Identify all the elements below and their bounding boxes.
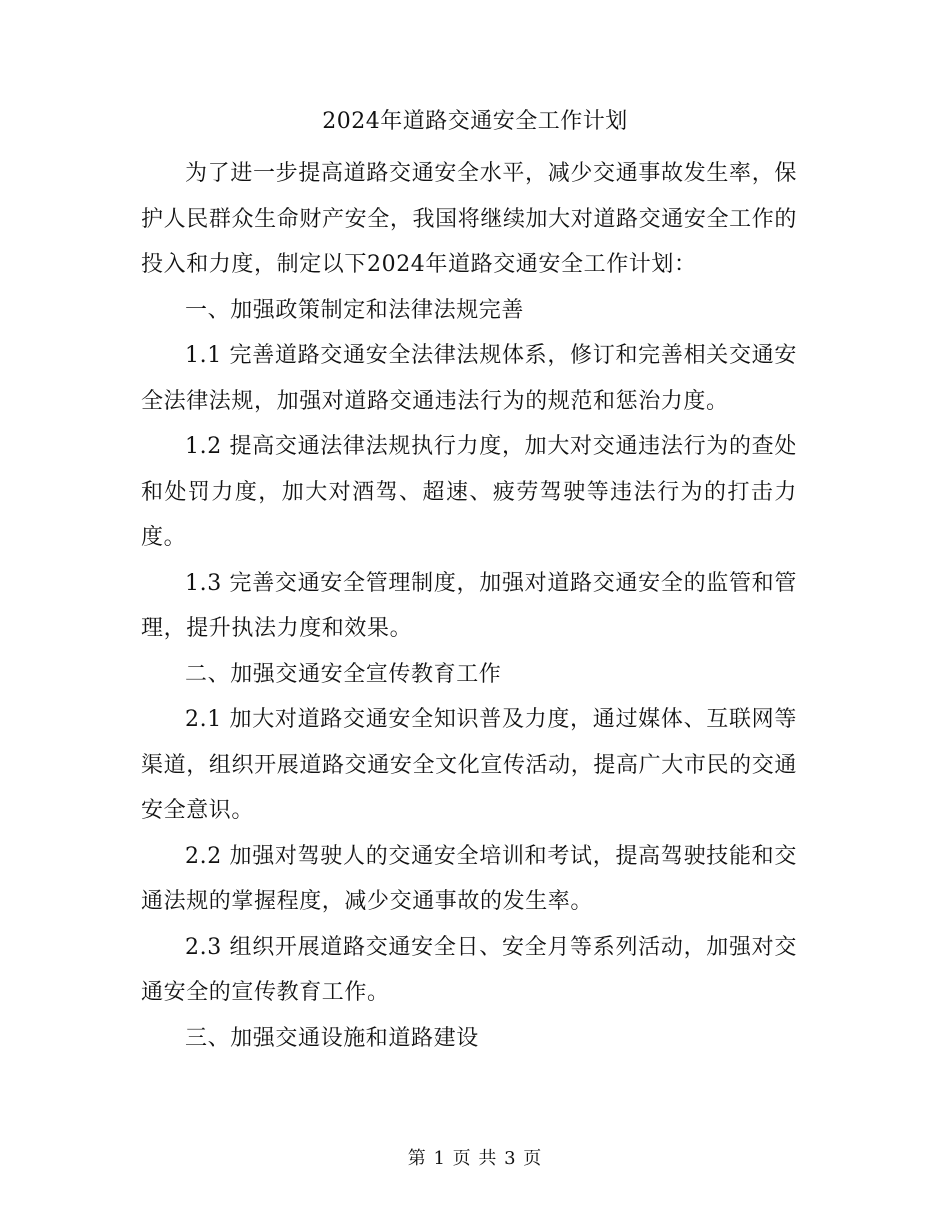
paragraph-1-1: 1.1 完善道路交通安全法律法规体系，修订和完善相关交通安全法律法规，加强对道路交通违法行为的规范和惩治力度。	[141, 343, 797, 414]
intro-paragraph: 为了进一步提高道路交通安全水平，减少交通事故发生率，保护人民群众生命财产安全，我国将继续加大对道路交通安全工作的投入和力度，制定以下2024年道路交通安全工作计划：	[141, 161, 797, 277]
page-number-label: 第 1 页 共 3 页	[407, 1148, 543, 1169]
paragraph-1-3: 1.3 完善交通安全管理制度，加强对道路交通安全的监管和管理，提升执法力度和效果。	[141, 570, 797, 641]
paragraph-2-2: 2.2 加强对驾驶人的交通安全培训和考试，提高驾驶技能和交通法规的掌握程度，减少交通事故的发生率。	[141, 843, 797, 914]
section-heading-1: 一、加强政策制定和法律法规完善	[185, 297, 525, 323]
section-heading-2: 二、加强交通安全宣传教育工作	[185, 661, 502, 687]
section-heading-3: 三、加强交通设施和道路建设	[185, 1025, 479, 1051]
page-number-footer	[0, 1146, 950, 1172]
paragraph-2-1: 2.1 加大对道路交通安全知识普及力度，通过媒体、互联网等渠道，组织开展道路交通安全文化宣传活动，提高广大市民的交通安全意识。	[141, 707, 797, 823]
document-title: 2024年道路交通安全工作计划	[322, 109, 628, 134]
document-body	[141, 151, 797, 1061]
paragraph-2-3: 2.3 组织开展道路交通安全日、安全月等系列活动，加强对交通安全的宣传教育工作。	[141, 934, 797, 1005]
paragraph-1-2: 1.2 提高交通法律法规执行力度，加大对交通违法行为的查处和处罚力度，加大对酒驾、超速、疲劳驾驶等违法行为的打击力度。	[141, 434, 797, 550]
